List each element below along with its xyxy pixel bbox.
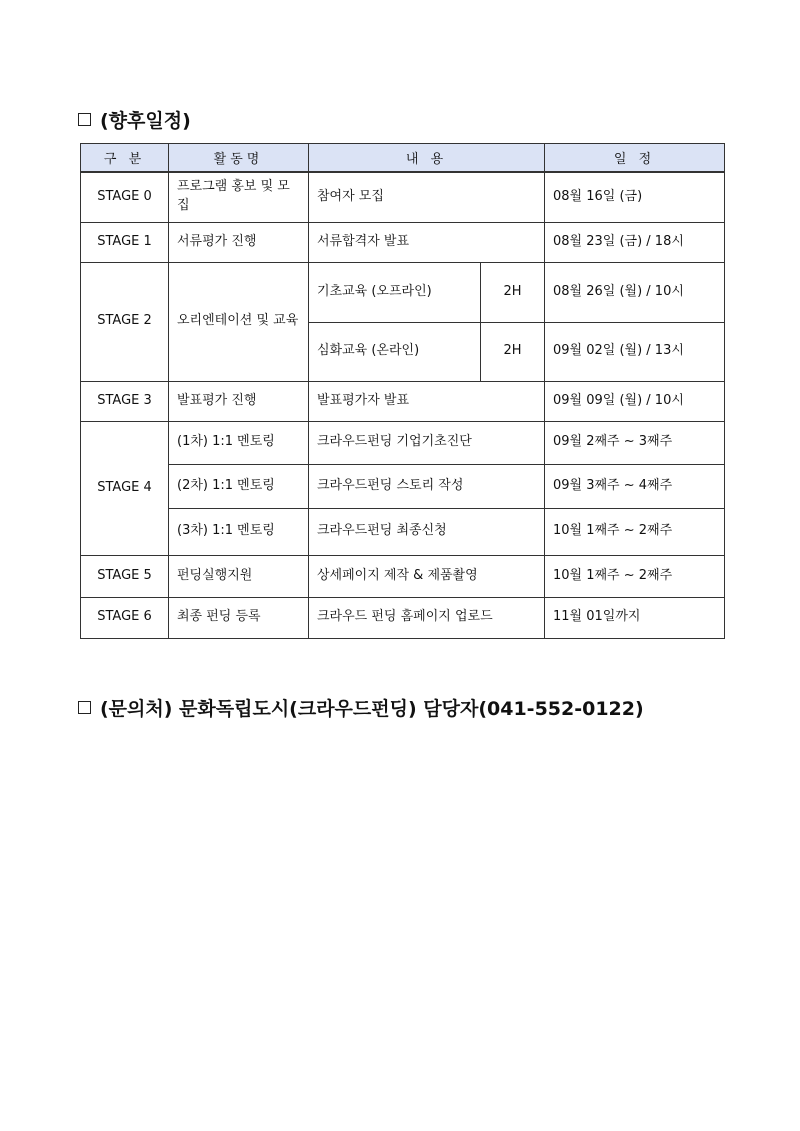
stage-cell: STAGE 1 <box>81 222 169 262</box>
activity-cell: 발표평가 진행 <box>169 381 309 421</box>
contact-heading <box>78 694 644 721</box>
content-cell: 크라우드펀딩 기업기초진단 <box>309 421 545 464</box>
date-cell: 11월 01일까지 <box>545 597 725 638</box>
header-activity: 활동명 <box>169 144 309 173</box>
activity-cell: 서류평가 진행 <box>169 222 309 262</box>
header-date: 일 정 <box>545 144 725 173</box>
activity-cell: 프로그램 홍보 및 모집 <box>169 172 309 222</box>
date-cell: 09월 2째주 ~ 3째주 <box>545 421 725 464</box>
date-cell: 10월 1째주 ~ 2째주 <box>545 555 725 597</box>
header-content: 내 용 <box>309 144 545 173</box>
activity-cell: 최종 펀딩 등록 <box>169 597 309 638</box>
checkbox-square-icon <box>78 701 91 714</box>
content-cell: 상세페이지 제작 & 제품촬영 <box>309 555 545 597</box>
stage-cell: STAGE 2 <box>81 262 169 381</box>
content-cell: 기초교육 (오프라인) <box>309 262 481 322</box>
date-cell: 09월 02일 (월) / 13시 <box>545 322 725 381</box>
stage-cell: STAGE 5 <box>81 555 169 597</box>
content-cell: 서류합격자 발표 <box>309 222 545 262</box>
table-row <box>81 421 725 464</box>
activity-cell: 오리엔테이션 및 교육 <box>169 262 309 381</box>
table-row <box>81 508 725 555</box>
stage-cell: STAGE 3 <box>81 381 169 421</box>
contact-title: (문의처) 문화독립도시(크라우드펀딩) 담당자(041-552-0122) <box>100 698 644 720</box>
table-header-row <box>81 144 725 173</box>
date-cell: 09월 3째주 ~ 4째주 <box>545 464 725 508</box>
table-row <box>81 381 725 421</box>
table-row <box>81 222 725 262</box>
stage-cell: STAGE 0 <box>81 172 169 222</box>
content-cell: 크라우드 펀딩 홈페이지 업로드 <box>309 597 545 638</box>
table-row <box>81 262 725 322</box>
table-row <box>81 464 725 508</box>
activity-cell: (2차) 1:1 멘토링 <box>169 464 309 508</box>
date-cell: 08월 16일 (금) <box>545 172 725 222</box>
date-cell: 08월 23일 (금) / 18시 <box>545 222 725 262</box>
activity-cell: (1차) 1:1 멘토링 <box>169 421 309 464</box>
table-row <box>81 597 725 638</box>
schedule-table <box>80 143 725 639</box>
header-stage: 구 분 <box>81 144 169 173</box>
hours-cell: 2H <box>481 322 545 381</box>
schedule-heading <box>78 106 191 133</box>
activity-cell: 펀딩실행지원 <box>169 555 309 597</box>
table-row <box>81 555 725 597</box>
date-cell: 10월 1째주 ~ 2째주 <box>545 508 725 555</box>
hours-cell: 2H <box>481 262 545 322</box>
date-cell: 08월 26일 (월) / 10시 <box>545 262 725 322</box>
content-cell: 참여자 모집 <box>309 172 545 222</box>
date-cell: 09월 09일 (월) / 10시 <box>545 381 725 421</box>
stage-cell: STAGE 6 <box>81 597 169 638</box>
table-row <box>81 172 725 222</box>
content-cell: 크라우드펀딩 최종신청 <box>309 508 545 555</box>
activity-cell: (3차) 1:1 멘토링 <box>169 508 309 555</box>
content-cell: 발표평가자 발표 <box>309 381 545 421</box>
checkbox-square-icon <box>78 113 91 126</box>
stage-cell: STAGE 4 <box>81 421 169 555</box>
schedule-title: (향후일정) <box>100 110 191 132</box>
content-cell: 심화교육 (온라인) <box>309 322 481 381</box>
content-cell: 크라우드펀딩 스토리 작성 <box>309 464 545 508</box>
